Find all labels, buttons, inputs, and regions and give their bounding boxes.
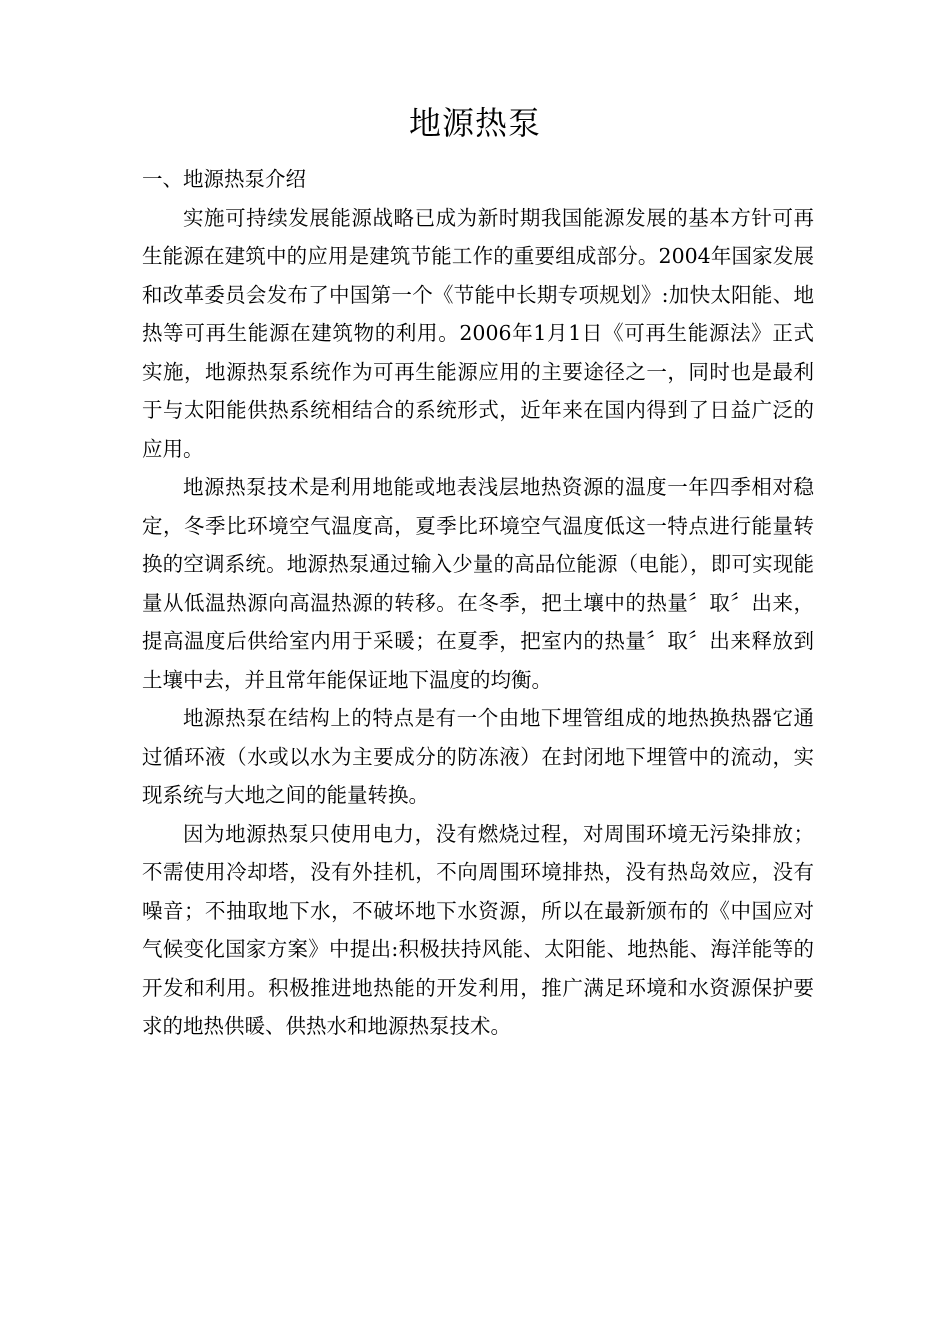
- paragraph-renewable-policy: 实施可持续发展能源战略已成为新时期我国能源发展的基本方针可再生能源在建筑中的应用是建筑节能工作的重要组成部分。2004年国家发展和改革委员会发布了中国第一个《节能中长期专项规划》:加快太阳能、地热等可再生能源在建筑物的利用。2006年1月1日《可再生能源法》正式实施，地源热泵系统作为可再生能源应用的主要途径之一，同时也是最利于与太阳能供热系统相结合的系统形式，近年来在国内得到了日益广泛的应用。: [142, 205, 814, 461]
- document-body: [142, 160, 814, 1046]
- document-title: 地源热泵: [408, 104, 541, 142]
- paragraph-environmental-benefits: 因为地源热泵只使用电力，没有燃烧过程，对周围环境无污染排放；不需使用冷却塔，没有外挂机，不向周围环境排热，没有热岛效应，没有噪音；不抽取地下水，不破坏地下水资源，所以在最新颁布的《中国应对气候变化国家方案》中提出:积极扶持风能、太阳能、地热能、海洋能等的开发和利用。积极推进地热能的开发利用，推广满足环境和水资源保护要求的地热供暖、供热水和地源热泵技术。: [142, 821, 814, 1038]
- paragraph-structure: 地源热泵在结构上的特点是有一个由地下埋管组成的地热换热器它通过循环液（水或以水为主要成分的防冻液）在封闭地下埋管中的流动，实现系统与大地之间的能量转换。: [142, 706, 814, 807]
- section-heading: 一、地源热泵介绍: [142, 167, 306, 191]
- paragraph-technology-principle: 地源热泵技术是利用地能或地表浅层地热资源的温度一年四季相对稳定，冬季比环境空气温度高，夏季比环境空气温度低这一特点进行能量转换的空调系统。地源热泵通过输入少量的高品位能源（电能），即可实现能量从低温热源向高温热源的转移。在冬季，把土壤中的热量〞取〞出来，提高温度后供给室内用于采暖；在夏季，把室内的热量〞取〞出来释放到土壤中去，并且常年能保证地下温度的均衡。: [142, 475, 814, 692]
